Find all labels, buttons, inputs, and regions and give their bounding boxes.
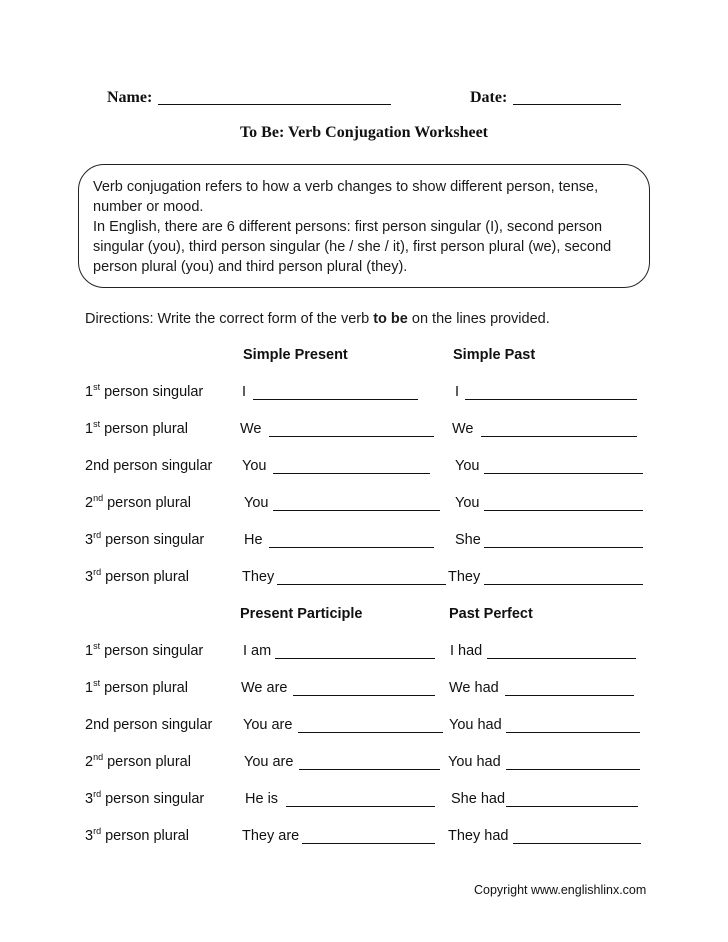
answer-line[interactable] (302, 843, 435, 844)
person-label (85, 384, 203, 400)
answer-line[interactable] (484, 547, 643, 548)
column-header: Present Participle (240, 606, 363, 622)
verb-prefix: They (448, 569, 481, 585)
person-number: 2 (85, 495, 94, 511)
person-text: person singular (101, 791, 205, 807)
column-header: Past Perfect (449, 606, 533, 622)
verb-prefix: You (455, 458, 480, 474)
answer-line[interactable] (253, 399, 418, 400)
verb-prefix: They (242, 569, 275, 585)
answer-line[interactable] (513, 843, 641, 844)
answer-line[interactable] (506, 732, 640, 733)
date-line[interactable] (513, 104, 621, 105)
verb-prefix: He (244, 532, 263, 548)
person-text: person singular (101, 532, 205, 548)
answer-line[interactable] (286, 806, 435, 807)
answer-line[interactable] (484, 473, 643, 474)
person-label (85, 495, 191, 511)
verb-prefix: He is (245, 791, 279, 807)
person-ordinal: st (93, 678, 101, 689)
person-text: person singular (100, 384, 204, 400)
answer-line[interactable] (299, 769, 440, 770)
person-text: person plural (101, 569, 189, 585)
verb-prefix: They had (448, 828, 509, 844)
directions-text-after: on the lines provided. (407, 311, 550, 327)
answer-line[interactable] (506, 806, 638, 807)
verb-prefix: You (455, 495, 480, 511)
person-ordinal: rd (93, 567, 102, 578)
answer-line[interactable] (275, 658, 435, 659)
verb-prefix: We (452, 421, 474, 437)
verb-prefix: I am (243, 643, 272, 659)
person-label (85, 458, 212, 474)
person-number: 1 (85, 384, 94, 400)
person-number: 1 (85, 680, 94, 696)
person-text: person plural (103, 495, 191, 511)
person-ordinal: nd (93, 493, 104, 504)
verb-prefix: I (455, 384, 460, 400)
verb-prefix: We had (449, 680, 499, 696)
answer-line[interactable] (465, 399, 637, 400)
person-label (85, 717, 212, 733)
person-number: 3 (85, 532, 94, 548)
person-number: 3 (85, 791, 94, 807)
verb-prefix: They are (242, 828, 300, 844)
verb-prefix: You had (448, 754, 501, 770)
verb-prefix: We are (241, 680, 288, 696)
verb-prefix: You are (243, 717, 293, 733)
answer-line[interactable] (269, 436, 434, 437)
person-number: 3 (85, 569, 94, 585)
verb-prefix: You (244, 495, 269, 511)
intro-box (78, 164, 650, 288)
person-number: 1 (85, 643, 94, 659)
answer-line[interactable] (273, 473, 430, 474)
person-ordinal: st (93, 641, 101, 652)
verb-prefix: We (240, 421, 262, 437)
verb-prefix: You are (244, 754, 294, 770)
person-label (85, 791, 204, 807)
answer-line[interactable] (505, 695, 634, 696)
person-text: person plural (100, 680, 188, 696)
person-text: person singular (100, 643, 204, 659)
verb-prefix: You had (449, 717, 502, 733)
person-label (85, 680, 188, 696)
person-ordinal: nd (93, 752, 104, 763)
column-header: Simple Present (243, 347, 348, 363)
intro-paragraph-1: Verb conjugation refers to how a verb changes to show different person, tense, number or mood. (93, 179, 599, 215)
person-label (85, 754, 191, 770)
person-label (85, 569, 189, 585)
worksheet-title: To Be: Verb Conjugation Worksheet (239, 124, 489, 141)
column-header: Simple Past (453, 347, 536, 363)
person-text: person plural (101, 828, 189, 844)
person-ordinal: st (93, 382, 101, 393)
person-ordinal: rd (93, 530, 102, 541)
person-number: 2 (85, 754, 94, 770)
intro-paragraph-2: In English, there are 6 different persons: first person singular (I), second person singular (you), third person singular (he / she / it), first person plural (we), second person plural (you) and third person plural (they). (93, 219, 612, 275)
answer-line[interactable] (277, 584, 446, 585)
directions (85, 311, 550, 327)
directions-verb: to be (373, 311, 408, 327)
name-line[interactable] (158, 104, 391, 105)
answer-line[interactable] (484, 584, 643, 585)
person-label (85, 828, 189, 844)
answer-line[interactable] (484, 510, 643, 511)
person-text: 2nd person singular (85, 458, 213, 474)
copyright: Copyright www.englishlinx.com (474, 883, 647, 897)
person-text: person plural (103, 754, 191, 770)
verb-prefix: She (455, 532, 481, 548)
answer-line[interactable] (298, 732, 443, 733)
answer-line[interactable] (506, 769, 640, 770)
date-label: Date: (470, 89, 508, 106)
answer-line[interactable] (293, 695, 435, 696)
answer-line[interactable] (273, 510, 440, 511)
answer-line[interactable] (481, 436, 637, 437)
verb-prefix: She had (451, 791, 506, 807)
person-label (85, 643, 203, 659)
verb-prefix: You (242, 458, 267, 474)
person-label (85, 421, 188, 437)
person-ordinal: rd (93, 789, 102, 800)
person-label (85, 532, 204, 548)
directions-text-before: Directions: Write the correct form of the verb (85, 311, 374, 327)
person-ordinal: rd (93, 826, 102, 837)
answer-line[interactable] (269, 547, 434, 548)
person-ordinal: st (93, 419, 101, 430)
person-number: 1 (85, 421, 94, 437)
verb-prefix: I had (450, 643, 483, 659)
name-label: Name: (107, 89, 153, 106)
person-number: 3 (85, 828, 94, 844)
person-text: 2nd person singular (85, 717, 213, 733)
verb-prefix: I (242, 384, 247, 400)
answer-line[interactable] (487, 658, 636, 659)
person-text: person plural (100, 421, 188, 437)
